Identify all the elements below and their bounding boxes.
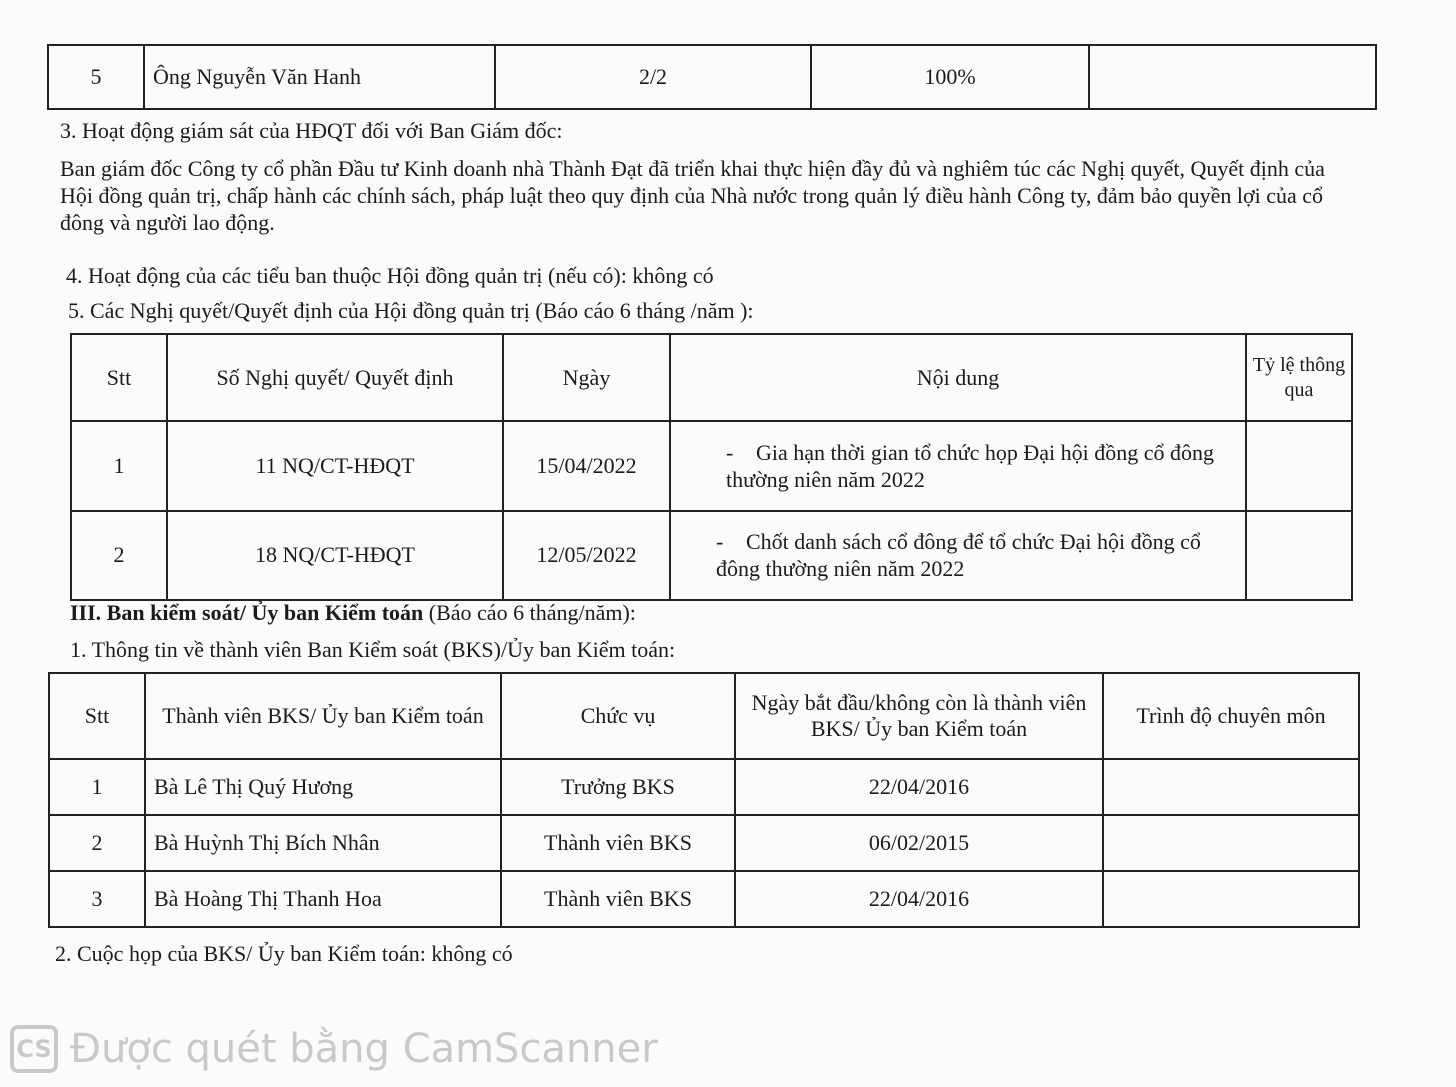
date-cell: 22/04/2016 xyxy=(735,759,1103,815)
header-resolution-number: Số Nghị quyết/ Quyết định xyxy=(167,334,503,421)
date-cell: 22/04/2016 xyxy=(735,871,1103,927)
stt-cell: 2 xyxy=(71,511,167,600)
date-cell: 06/02/2015 xyxy=(735,815,1103,871)
reason-cell xyxy=(1089,45,1376,109)
header-qualification: Trình độ chuyên môn xyxy=(1103,673,1359,759)
section-4-heading: 4. Hoạt động của các tiểu ban thuộc Hội đồng quản trị (nếu có): không có xyxy=(66,263,714,288)
approval-rate-cell xyxy=(1246,421,1352,510)
member-name-cell: Ông Nguyễn Văn Hanh xyxy=(144,45,495,109)
header-start-end-date: Ngày bắt đầu/không còn là thành viên BKS/ Ủy ban Kiểm toán xyxy=(735,673,1103,759)
section-iii-sub2: 2. Cuộc họp của BKS/ Ủy ban Kiểm toán: không có xyxy=(55,941,513,966)
content-text: Chốt danh sách cổ đông để tổ chức Đại hội đồng cổ đông thường niên năm 2022 xyxy=(716,529,1201,582)
member-name-cell: Bà Huỳnh Thị Bích Nhân xyxy=(145,815,501,871)
qualification-cell xyxy=(1103,759,1359,815)
resolution-number-cell: 18 NQ/CT-HĐQT xyxy=(167,511,503,600)
bullet-dash: - xyxy=(716,529,724,555)
qualification-cell xyxy=(1103,815,1359,871)
position-cell: Thành viên BKS xyxy=(501,871,735,927)
board-attendance-table xyxy=(47,44,1377,110)
content-text: Gia hạn thời gian tổ chức họp Đại hội đồng cổ đông thường niên năm 2022 xyxy=(726,439,1214,492)
content-cell xyxy=(670,421,1246,510)
table-row xyxy=(49,759,1359,815)
approval-rate-cell xyxy=(1246,511,1352,600)
date-cell: 12/05/2022 xyxy=(503,511,670,600)
table-header-row xyxy=(71,334,1352,421)
date-cell: 15/04/2022 xyxy=(503,421,670,510)
section-5-heading: 5. Các Nghị quyết/Quyết định của Hội đồng quản trị (Báo cáo 6 tháng /năm ): xyxy=(68,298,754,323)
attendance-rate-cell: 100% xyxy=(811,45,1089,109)
member-name-cell: Bà Lê Thị Quý Hương xyxy=(145,759,501,815)
header-approval-rate: Tỷ lệ thông qua xyxy=(1246,334,1352,421)
header-member: Thành viên BKS/ Ủy ban Kiểm toán xyxy=(145,673,501,759)
section-3-paragraph: Ban giám đốc Công ty cổ phần Đầu tư Kinh doanh nhà Thành Đạt đã triển khai thực hiện đầy đủ và nghiêm túc các Nghị quyết, Quyết định của Hội đồng quản trị, chấp hành các chính sách, pháp luật theo quy định của Nhà nước trong quản lý điều hành Công ty, đảm bảo quyền lợi của cổ đông và người lao động. xyxy=(60,156,1325,235)
stt-cell: 3 xyxy=(49,871,145,927)
header-date: Ngày xyxy=(503,334,670,421)
section-iii-subtitle: (Báo cáo 6 tháng/năm): xyxy=(423,600,636,625)
section-iii-sub1: 1. Thông tin về thành viên Ban Kiểm soát (BKS)/Ủy ban Kiểm toán: xyxy=(70,637,676,662)
table-header-row xyxy=(49,673,1359,759)
resolutions-table xyxy=(70,333,1353,601)
member-name-cell: Bà Hoàng Thị Thanh Hoa xyxy=(145,871,501,927)
stt-cell: 1 xyxy=(49,759,145,815)
qualification-cell xyxy=(1103,871,1359,927)
table-row xyxy=(49,871,1359,927)
watermark-text: Được quét bằng CamScanner xyxy=(70,1026,658,1072)
content-cell xyxy=(670,511,1246,600)
table-row xyxy=(71,511,1352,600)
stt-cell: 2 xyxy=(49,815,145,871)
header-stt: Stt xyxy=(49,673,145,759)
table-row xyxy=(71,421,1352,510)
supervisory-board-table xyxy=(48,672,1360,928)
meetings-attended-cell: 2/2 xyxy=(495,45,811,109)
section-iii-title: III. Ban kiểm soát/ Ủy ban Kiểm toán xyxy=(70,600,424,625)
resolution-number-cell: 11 NQ/CT-HĐQT xyxy=(167,421,503,510)
camscanner-watermark xyxy=(10,1022,658,1076)
table-row xyxy=(48,45,1376,109)
bullet-dash: - xyxy=(726,439,734,465)
camscanner-logo-icon: CS xyxy=(10,1025,58,1073)
stt-cell: 5 xyxy=(48,45,144,109)
header-position: Chức vụ xyxy=(501,673,735,759)
table-row xyxy=(49,815,1359,871)
header-stt: Stt xyxy=(71,334,167,421)
position-cell: Trưởng BKS xyxy=(501,759,735,815)
section-3-heading: 3. Hoạt động giám sát của HĐQT đối với Ban Giám đốc: xyxy=(60,118,563,143)
stt-cell: 1 xyxy=(71,421,167,510)
section-iii-heading xyxy=(70,600,636,626)
header-content: Nội dung xyxy=(670,334,1246,421)
position-cell: Thành viên BKS xyxy=(501,815,735,871)
